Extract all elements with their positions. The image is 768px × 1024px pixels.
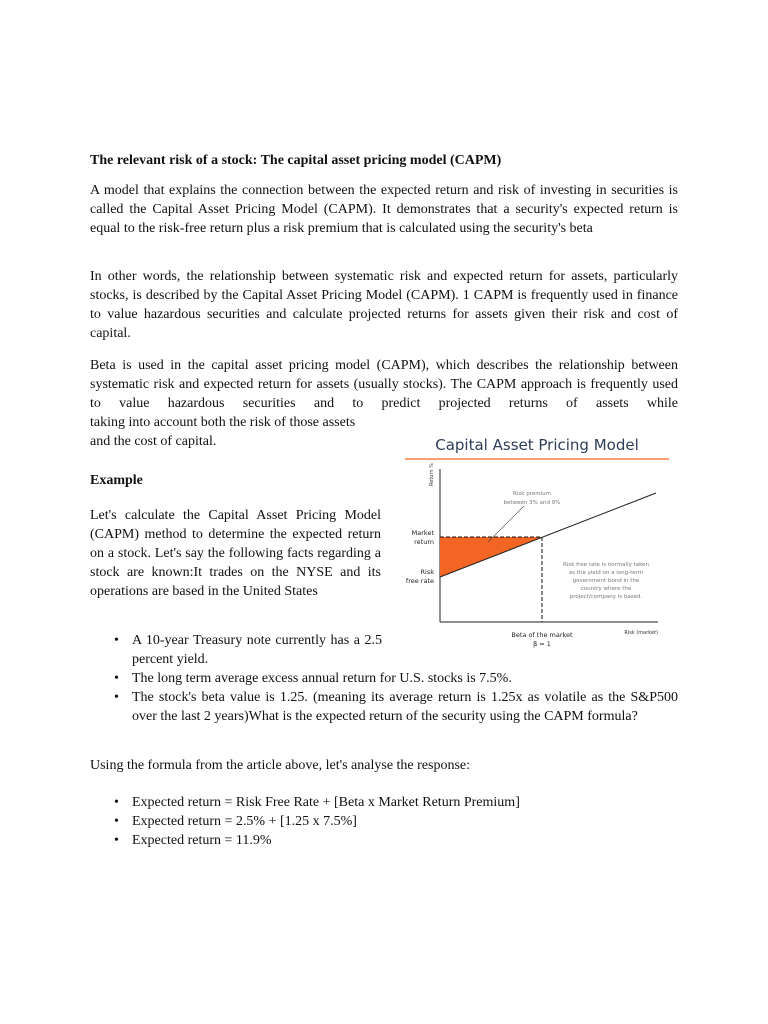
market-return-label-1: Market xyxy=(411,529,434,537)
list-item: • A 10-year Treasury note currently has a 2.5 percent yield. xyxy=(90,631,382,669)
beta-label-2: β = 1 xyxy=(533,640,551,648)
premium-note-1: Risk premium xyxy=(513,491,551,497)
risk-free-label-1: Risk xyxy=(420,568,434,576)
rf-note-3: government bond in the xyxy=(572,578,640,584)
list-item: • The long term average excess annual return for U.S. stocks is 7.5%. xyxy=(90,669,678,688)
paragraph-intro: A model that explains the connection between the expected return and risk of investing in securities is called the Capital Asset Pricing Model (CAPM). It demonstrates that a security's expected return is equal to the risk-free return plus a risk premium that is calculated using the security's beta xyxy=(90,183,678,236)
rf-note-5: project/company is based. xyxy=(569,594,643,600)
risk-free-label-2: free rate xyxy=(405,577,434,585)
paragraph-beta-cont-2: and the cost of capital. xyxy=(90,434,217,449)
rf-note-4: country where the xyxy=(580,586,632,592)
market-return-label-2: return xyxy=(414,538,434,546)
rf-note-1: Risk free rate is normally taken xyxy=(563,562,649,568)
formula-list xyxy=(90,793,678,850)
analysis-intro: Using the formula from the article above, let's analyse the response: xyxy=(90,758,471,773)
premium-note-2: between 3% and 9% xyxy=(503,500,561,506)
paragraph-beta-cont-1: taking into account both the risk of those assets xyxy=(90,415,356,430)
list-item: • Expected return = 11.9% xyxy=(90,831,678,850)
section-title: The relevant risk of a stock: The capital asset pricing model (CAPM) xyxy=(90,153,502,168)
example-heading: Example xyxy=(90,473,143,488)
beta-label-1: Beta of the market xyxy=(511,631,573,639)
rf-note-2: as the yield on a long-term xyxy=(568,570,644,576)
list-item: • Expected return = Risk Free Rate + [Beta x Market Return Premium] xyxy=(90,793,678,812)
example-paragraph: Let's calculate the Capital Asset Pricing Model (CAPM) method to determine the expected return on a stock. Let's say the following facts regarding a stock are known:It trades on the NYSE and its operations are based in the United States xyxy=(90,508,381,599)
paragraph-beta: Beta is used in the capital asset pricing model (CAPM), which describes the relationship between systematic risk and expected return for assets (usually stocks). The CAPM approach is frequently used to value hazardous securities and to predict projected returns of assets while xyxy=(90,358,678,411)
capm-diagram xyxy=(396,424,678,656)
paragraph-other-words: In other words, the relationship between systematic risk and expected return for assets, particularly stocks, is described by the Capital Asset Pricing Model (CAPM). 1 CAPM is frequently used in finance to value hazardous securities and calculate projected returns for assets given their risk and cost of capital. xyxy=(90,269,678,341)
y-axis-label: Return % xyxy=(429,463,435,486)
list-item: • The stock's beta value is 1.25. (meaning its average return is 1.25x as volatile as the S&P500 over the last 2 years)What is the expected return of the security using the CAPM formula? xyxy=(90,688,678,726)
list-item: • Expected return = 2.5% + [1.25 x 7.5%] xyxy=(90,812,678,831)
x-axis-label: Risk (market) xyxy=(624,630,658,636)
chart-title: Capital Asset Pricing Model xyxy=(435,436,639,454)
